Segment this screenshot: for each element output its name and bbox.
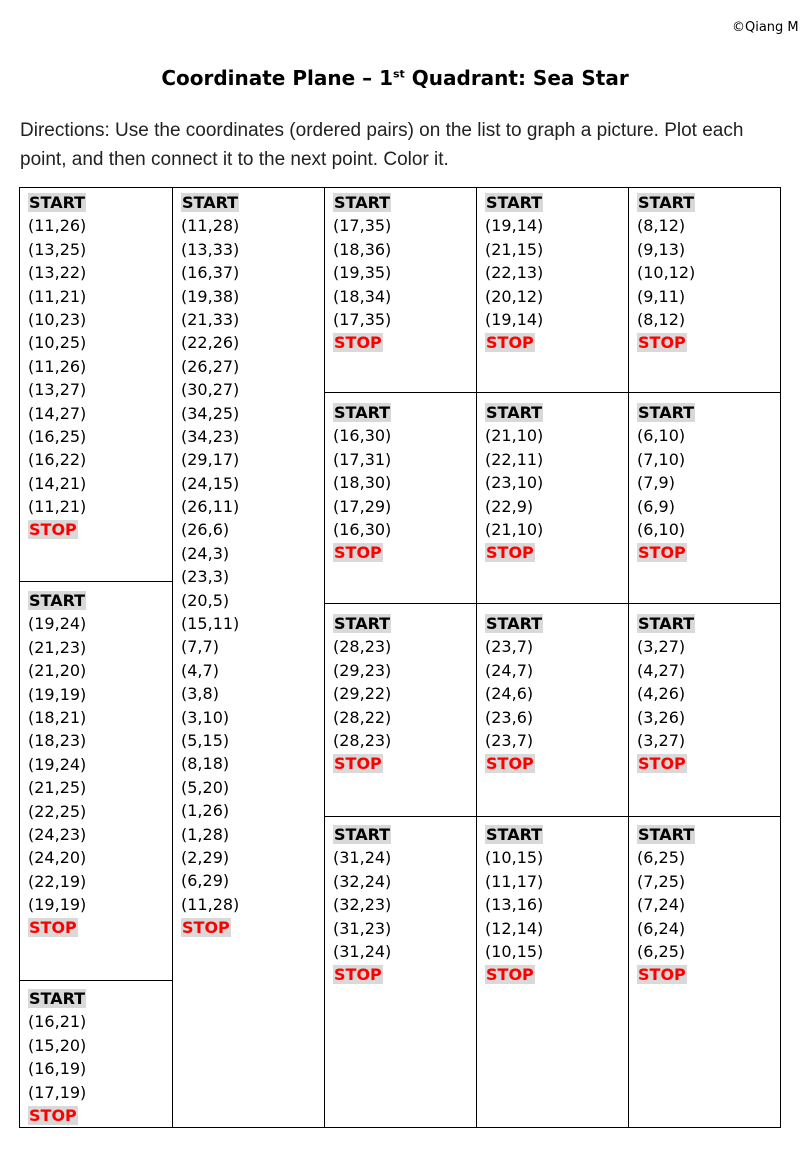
stop-label: STOP [638,543,686,563]
row-separator-1 [324,392,781,393]
ordered-pair: (3,26) [637,707,686,727]
ordered-pair: (16,21) [28,1012,87,1032]
coordinate-list-3 [28,987,86,1127]
start-label: START [638,825,695,844]
table-top-border [19,187,781,188]
stop-label: STOP [486,333,534,353]
ordered-pair: (24,20) [28,848,87,868]
ordered-pair: (18,23) [28,731,87,751]
ordered-pair: (11,17) [485,871,544,891]
coordinate-list-11 [485,612,543,776]
ordered-pair: (31,23) [333,918,392,938]
ordered-pair: (6,10) [637,519,686,539]
stop-label: STOP [638,754,686,774]
ordered-pair: (19,38) [181,286,240,306]
stop-label: STOP [334,754,382,774]
ordered-pair: (19,19) [28,684,87,704]
ordered-pair: (17,31) [333,449,392,469]
coordinate-list-14 [637,401,695,565]
coordinate-list-9 [485,191,543,355]
start-label: START [638,614,695,633]
ordered-pair: (6,25) [637,848,686,868]
ordered-pair: (3,8) [181,684,219,704]
ordered-pair: (24,7) [485,660,534,680]
stop-label: STOP [334,543,382,563]
start-label: START [334,193,391,212]
ordered-pair: (10,15) [485,941,544,961]
directions-line-1: Directions: Use the coordinates (ordered pairs) on the list to graph a picture. Plot each [20,120,744,141]
ordered-pair: (24,6) [485,684,534,704]
col-line-4 [628,187,629,1127]
ordered-pair: (18,36) [333,239,392,259]
ordered-pair: (26,11) [181,497,240,517]
ordered-pair: (6,25) [637,941,686,961]
ordered-pair: (13,25) [28,239,87,259]
ordered-pair: (16,25) [28,426,87,446]
start-label: START [638,403,695,422]
stop-label: STOP [486,965,534,985]
ordered-pair: (11,28) [181,216,240,236]
ordered-pair: (14,21) [28,473,87,493]
ordered-pair: (19,35) [333,263,392,283]
ordered-pair: (6,10) [637,426,686,446]
ordered-pair: (3,27) [637,637,686,657]
ordered-pair: (7,7) [181,637,219,657]
ordered-pair: (7,25) [637,871,686,891]
coordinate-list-2 [28,589,86,940]
ordered-pair: (7,24) [637,895,686,915]
ordered-pair: (11,26) [28,356,87,376]
ordered-pair: (12,14) [485,918,544,938]
ordered-pair: (19,19) [28,895,87,915]
coordinate-list-12 [485,823,543,987]
ordered-pair: (26,6) [181,520,230,540]
ordered-pair: (10,25) [28,333,87,353]
ordered-pair: (17,35) [333,216,392,236]
ordered-pair: (5,15) [181,730,230,750]
ordered-pair: (7,9) [637,473,675,493]
ordered-pair: (10,23) [28,309,87,329]
ordered-pair: (10,15) [485,848,544,868]
ordered-pair: (23,10) [485,473,544,493]
ordered-pair: (6,9) [637,496,675,516]
ordered-pair: (11,26) [28,216,87,236]
start-label: START [486,825,543,844]
start-label: START [334,825,391,844]
ordered-pair: (9,11) [637,286,686,306]
ordered-pair: (32,24) [333,871,392,891]
ordered-pair: (13,27) [28,380,87,400]
table-bottom-border [19,1127,781,1128]
ordered-pair: (18,34) [333,286,392,306]
ordered-pair: (4,7) [181,660,219,680]
ordered-pair: (18,30) [333,473,392,493]
ordered-pair: (20,5) [181,590,230,610]
page-title: Coordinate Plane – 1st Quadrant: Sea Star [161,66,629,90]
ordered-pair: (16,22) [28,450,87,470]
start-label: START [29,989,86,1008]
ordered-pair: (19,24) [28,754,87,774]
stop-label: STOP [638,333,686,353]
ordered-pair: (1,26) [181,801,230,821]
ordered-pair: (31,24) [333,848,392,868]
ordered-pair: (13,16) [485,895,544,915]
coordinate-list-5 [333,191,391,355]
start-label: START [638,193,695,212]
ordered-pair: (15,20) [28,1035,87,1055]
ordered-pair: (8,18) [181,754,230,774]
ordered-pair: (22,25) [28,801,87,821]
start-label: START [486,193,543,212]
col1-separator-1 [19,581,172,582]
start-label: START [334,614,391,633]
ordered-pair: (9,13) [637,239,686,259]
ordered-pair: (22,13) [485,263,544,283]
stop-label: STOP [182,918,230,938]
ordered-pair: (22,19) [28,871,87,891]
start-label: START [334,403,391,422]
ordered-pair: (17,19) [28,1082,87,1102]
col-line-1 [172,187,173,1127]
ordered-pair: (28,23) [333,730,392,750]
ordered-pair: (3,10) [181,707,230,727]
ordered-pair: (10,12) [637,263,696,283]
ordered-pair: (28,23) [333,637,392,657]
col-line-0 [19,187,20,1127]
coordinate-list-10 [485,401,543,565]
ordered-pair: (24,23) [28,824,87,844]
ordered-pair: (23,7) [485,637,534,657]
ordered-pair: (21,10) [485,426,544,446]
ordered-pair: (31,24) [333,941,392,961]
ordered-pair: (16,30) [333,519,392,539]
stop-label: STOP [29,520,77,540]
stop-label: STOP [486,754,534,774]
stop-label: STOP [334,965,382,985]
ordered-pair: (11,28) [181,894,240,914]
ordered-pair: (20,12) [485,286,544,306]
row-separator-2 [324,603,781,604]
ordered-pair: (6,29) [181,871,230,891]
coordinate-list-4 [181,191,239,940]
ordered-pair: (5,20) [181,777,230,797]
ordered-pair: (23,3) [181,567,230,587]
coordinate-list-7 [333,612,391,776]
directions-text [20,116,800,174]
stop-label: STOP [29,1105,77,1125]
ordered-pair: (18,21) [28,707,87,727]
ordered-pair: (3,27) [637,730,686,750]
start-label: START [29,591,86,610]
ordered-pair: (15,11) [181,614,240,634]
ordered-pair: (8,12) [637,216,686,236]
ordered-pair: (26,27) [181,356,240,376]
ordered-pair: (21,23) [28,637,87,657]
ordered-pair: (21,33) [181,309,240,329]
ordered-pair: (29,17) [181,450,240,470]
ordered-pair: (24,3) [181,543,230,563]
coordinate-list-6 [333,401,391,565]
ordered-pair: (16,30) [333,426,392,446]
directions-line-2: point, and then connect it to the next point. Color it. [20,149,449,170]
ordered-pair: (22,11) [485,449,544,469]
coordinate-list-1 [28,191,86,542]
coordinate-list-16 [637,823,695,987]
ordered-pair: (34,25) [181,403,240,423]
ordered-pair: (34,23) [181,426,240,446]
coordinate-list-13 [637,191,695,355]
col1-separator-2 [19,980,172,981]
col-line-3 [476,187,477,1127]
ordered-pair: (13,33) [181,239,240,259]
ordered-pair: (11,21) [28,497,87,517]
ordered-pair: (29,23) [333,660,392,680]
ordered-pair: (28,22) [333,707,392,727]
ordered-pair: (30,27) [181,380,240,400]
ordered-pair: (19,14) [485,216,544,236]
copyright-notice: ©Qiang M [732,20,799,35]
ordered-pair: (11,21) [28,286,87,306]
ordered-pair: (17,29) [333,496,392,516]
ordered-pair: (6,24) [637,918,686,938]
ordered-pair: (32,23) [333,895,392,915]
ordered-pair: (23,6) [485,707,534,727]
ordered-pair: (19,14) [485,309,544,329]
ordered-pair: (8,12) [637,309,686,329]
ordered-pair: (21,15) [485,239,544,259]
ordered-pair: (22,9) [485,496,534,516]
stop-label: STOP [486,543,534,563]
ordered-pair: (16,19) [28,1059,87,1079]
start-label: START [486,614,543,633]
ordered-pair: (29,22) [333,684,392,704]
col-line-2 [324,187,325,1127]
ordered-pair: (7,10) [637,449,686,469]
stop-label: STOP [29,918,77,938]
ordered-pair: (21,20) [28,661,87,681]
ordered-pair: (2,29) [181,847,230,867]
stop-label: STOP [334,333,382,353]
ordered-pair: (21,25) [28,778,87,798]
ordered-pair: (22,26) [181,333,240,353]
ordered-pair: (21,10) [485,519,544,539]
coordinate-list-8 [333,823,391,987]
ordered-pair: (1,28) [181,824,230,844]
start-label: START [182,193,239,212]
ordered-pair: (4,26) [637,684,686,704]
coordinate-list-15 [637,612,695,776]
start-label: START [486,403,543,422]
ordered-pair: (17,35) [333,309,392,329]
ordered-pair: (13,22) [28,263,87,283]
ordered-pair: (23,7) [485,730,534,750]
ordered-pair: (19,24) [28,614,87,634]
ordered-pair: (14,27) [28,403,87,423]
ordered-pair: (4,27) [637,660,686,680]
stop-label: STOP [638,965,686,985]
ordered-pair: (16,37) [181,263,240,283]
ordered-pair: (24,15) [181,473,240,493]
start-label: START [29,193,86,212]
col-line-5 [780,187,781,1127]
row-separator-3 [324,816,781,817]
